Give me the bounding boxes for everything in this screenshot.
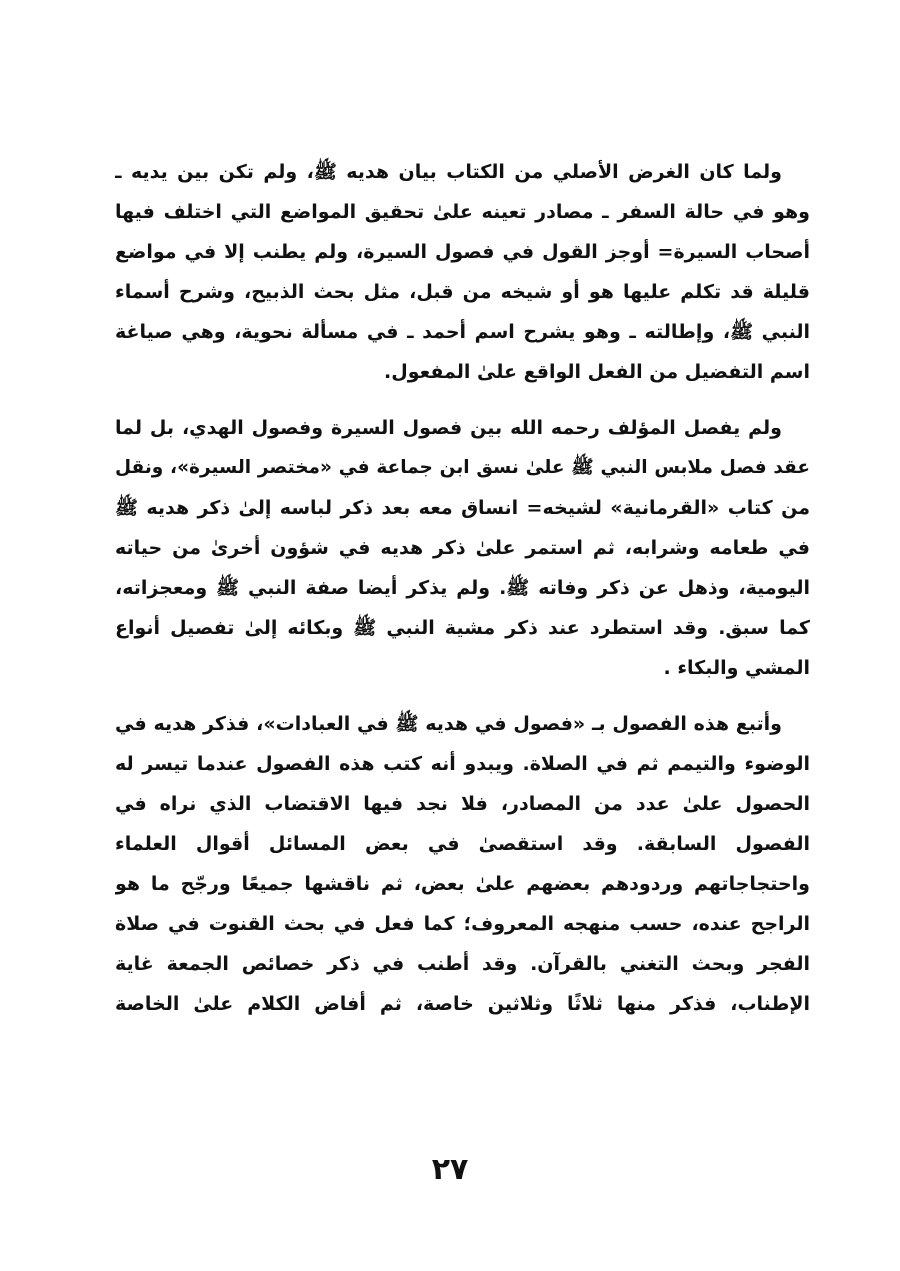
text-line: الحصول علىٰ عدد من المصادر، فلا نجد فيها الاقتضاب الذي نراه في [115, 793, 810, 815]
text-line: قليلة قد تكلم عليها هو أو شيخه من قبل، مثل بحث الذبيح، وشرح أسماء [115, 281, 810, 303]
text-line: الوضوء والتيمم ثم في الصلاة. ويبدو أنه كتب هذه الفصول عندما تيسر له [115, 753, 810, 775]
text-line: ولم يفصل المؤلف رحمه الله بين فصول السيرة وفصول الهدي، بل لما [115, 417, 782, 439]
text-line: النبي ﷺ، وإطالته ـ وهو يشرح اسم أحمد ـ في مسألة نحوية، وهي صياغة [115, 321, 810, 343]
text-line: ولما كان الغرض الأصلي من الكتاب بيان هديه ﷺ، ولم تكن بين يديه ـ [115, 161, 782, 183]
text-line: المشي والبكاء . [663, 657, 810, 679]
text-line: الإطناب، فذكر منها ثلاثًا وثلاثين خاصة، ثم أفاض الكلام علىٰ الخاصة [115, 993, 810, 1015]
paragraph-3 [115, 704, 810, 1024]
text-line: الفجر وبحث التغني بالقرآن. وقد أطنب في ذكر خصائص الجمعة غاية [115, 953, 810, 975]
text-line: الراجح عنده، حسب منهجه المعروف؛ كما فعل في بحث القنوت في صلاة [115, 913, 810, 935]
text-line: الفصول السابقة. وقد استقصىٰ في بعض المسائل أقوال العلماء [115, 833, 810, 855]
text-line: من كتاب «القرمانية» لشيخه= انساق معه بعد ذكر لباسه إلىٰ ذكر هديه ﷺ [115, 497, 810, 519]
text-line: كما سبق. وقد استطرد عند ذكر مشية النبي ﷺ وبكائه إلىٰ تفصيل أنواع [115, 617, 810, 639]
paragraph-2 [115, 408, 810, 688]
page-body [115, 152, 810, 1040]
paragraph-1 [115, 152, 810, 392]
text-line: في طعامه وشرابه، ثم استمر علىٰ ذكر هديه في شؤون أخرىٰ من حياته [115, 537, 810, 559]
text-line: اسم التفضيل من الفعل الواقع علىٰ المفعول. [383, 361, 810, 383]
page-number: ٢٧ [431, 1152, 469, 1187]
text-line: وهو في حالة السفر ـ مصادر تعينه علىٰ تحقيق المواضع التي اختلف فيها [115, 201, 810, 223]
text-line: واحتجاجاتهم وردودهم بعضهم علىٰ بعض، ثم ناقشها جميعًا ورجّح ما هو [115, 873, 810, 895]
text-line: اليومية، وذهل عن ذكر وفاته ﷺ. ولم يذكر أيضا صفة النبي ﷺ ومعجزاته، [115, 577, 810, 599]
text-line: وأتبع هذه الفصول بـ «فصول في هديه ﷺ في العبادات»، فذكر هديه في [115, 713, 782, 735]
text-line: أصحاب السيرة= أوجز القول في فصول السيرة، ولم يطنب إلا في مواضع [115, 241, 810, 263]
text-line: عقد فصل ملابس النبي ﷺ علىٰ نسق ابن جماعة في «مختصر السيرة»، ونقل [115, 457, 810, 478]
